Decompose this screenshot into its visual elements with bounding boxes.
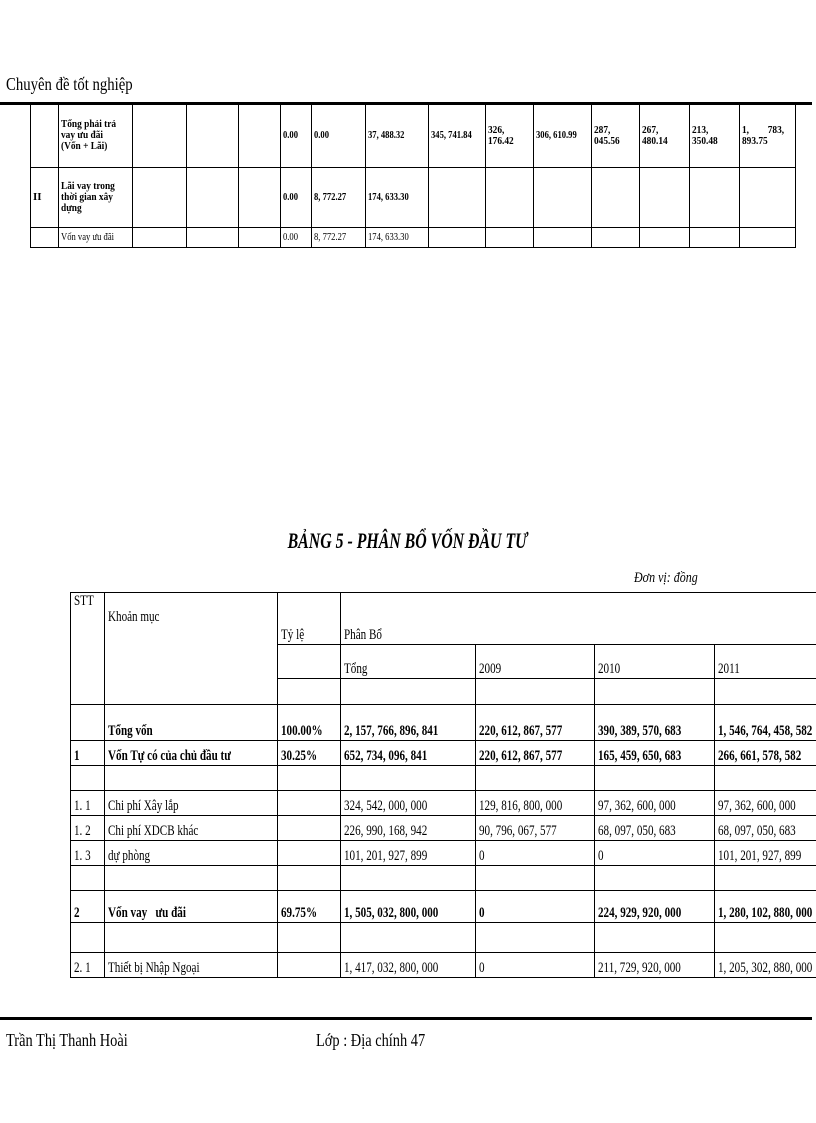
cell-value: 0.00 — [281, 228, 312, 248]
cell-value: 0.00 — [281, 104, 312, 168]
cell-value: 174, 633.30 — [366, 228, 429, 248]
table-row — [71, 816, 816, 841]
cell-empty — [341, 923, 476, 953]
cell-2011: 97, 362, 600, 000 — [714, 791, 816, 816]
footer-author: Trần Thị Thanh Hoài — [6, 1030, 128, 1050]
cell-stt: II — [31, 168, 59, 228]
cell-2011: 101, 201, 927, 899 — [714, 841, 816, 866]
header-2010: 2010 — [595, 645, 715, 679]
header-2009: 2009 — [475, 645, 595, 679]
cell-ratio: 69.75% — [277, 891, 340, 923]
cell-item: Chi phí XDCB khác — [104, 816, 277, 841]
cell-value: 1, 783, 893.75 — [739, 104, 795, 168]
cell-empty — [689, 228, 739, 248]
cell-value: 306, 610.99 — [534, 104, 591, 168]
cell-total: 101, 201, 927, 899 — [341, 841, 476, 866]
cell-total: 2, 157, 766, 896, 841 — [341, 705, 476, 741]
cell-empty — [277, 645, 340, 679]
cell-empty — [133, 104, 187, 168]
cell-empty — [534, 168, 591, 228]
cell-value: 8, 772.27 — [312, 228, 366, 248]
unit-label: Đơn vị: đồng — [634, 570, 698, 586]
cell-empty — [71, 923, 105, 953]
table-row — [31, 168, 796, 228]
cell-item: dự phòng — [104, 841, 277, 866]
cell-value: 326, 176.42 — [486, 104, 534, 168]
cell-value: 213, 350.48 — [689, 104, 739, 168]
cell-empty — [475, 866, 595, 891]
loan-repayment-table — [30, 103, 796, 248]
cell-total: 324, 542, 000, 000 — [341, 791, 476, 816]
cell-empty — [341, 766, 476, 791]
table-row — [71, 953, 816, 978]
cell-stt: 2. 1 — [71, 953, 105, 978]
cell-empty — [71, 766, 105, 791]
cell-stt: 1. 2 — [71, 816, 105, 841]
cell-2010: 97, 362, 600, 000 — [595, 791, 715, 816]
cell-empty — [341, 679, 476, 705]
cell-empty — [475, 679, 595, 705]
cell-2011: 1, 280, 102, 880, 000 — [714, 891, 816, 923]
cell-item: Vốn Tự có của chủ đầu tư — [104, 741, 277, 766]
cell-2009: 220, 612, 867, 577 — [475, 705, 595, 741]
cell-empty — [239, 104, 281, 168]
table-row — [71, 705, 816, 741]
header-allocation: Phân Bổ — [341, 593, 816, 645]
spacer-row — [71, 923, 816, 953]
cell-empty — [591, 168, 639, 228]
cell-empty — [591, 228, 639, 248]
cell-item: Thiết bị Nhập Ngoại — [104, 953, 277, 978]
cell-empty — [133, 168, 187, 228]
cell-value: 174, 633.30 — [366, 168, 429, 228]
cell-empty — [71, 866, 105, 891]
cell-empty — [639, 168, 689, 228]
cell-empty — [689, 168, 739, 228]
cell-empty — [595, 923, 715, 953]
cell-label: Lãi vay trong thời gian xây dựng — [59, 168, 133, 228]
cell-empty — [187, 168, 239, 228]
cell-2011: 1, 546, 764, 458, 582 — [714, 705, 816, 741]
cell-empty — [277, 766, 340, 791]
cell-empty — [429, 228, 486, 248]
cell-empty — [595, 766, 715, 791]
table-row — [71, 741, 816, 766]
cell-empty — [277, 923, 340, 953]
cell-empty — [104, 923, 277, 953]
cell-2010: 0 — [595, 841, 715, 866]
cell-2011: 68, 097, 050, 683 — [714, 816, 816, 841]
table-5-title: BẢNG 5 - PHÂN BỔ VỐN ĐẦU TƯ — [288, 528, 528, 553]
cell-value: 267, 480.14 — [639, 104, 689, 168]
cell-empty — [714, 923, 816, 953]
cell-2010: 211, 729, 920, 000 — [595, 953, 715, 978]
cell-empty — [486, 168, 534, 228]
cell-empty — [595, 866, 715, 891]
table-row — [71, 791, 816, 816]
cell-2011: 1, 205, 302, 880, 000 — [714, 953, 816, 978]
cell-ratio — [277, 953, 340, 978]
cell-2010: 165, 459, 650, 683 — [595, 741, 715, 766]
cell-stt — [31, 228, 59, 248]
cell-value: 0.00 — [281, 168, 312, 228]
table-row — [71, 891, 816, 923]
cell-empty — [277, 866, 340, 891]
cell-stt: 1. 3 — [71, 841, 105, 866]
cell-item: Chi phí Xây lắp — [104, 791, 277, 816]
cell-total: 652, 734, 096, 841 — [341, 741, 476, 766]
page-header-title: Chuyên đề tốt nghiệp — [6, 74, 133, 94]
cell-empty — [595, 679, 715, 705]
table-row — [71, 841, 816, 866]
cell-2010: 224, 929, 920, 000 — [595, 891, 715, 923]
header-stt: STT — [71, 593, 105, 705]
header-ratio: Tỷ lệ — [277, 593, 340, 645]
cell-total: 1, 417, 032, 800, 000 — [341, 953, 476, 978]
table-row — [31, 228, 796, 248]
cell-2009: 129, 816, 800, 000 — [475, 791, 595, 816]
cell-value: 287, 045.56 — [591, 104, 639, 168]
cell-empty — [104, 766, 277, 791]
spacer-row — [71, 866, 816, 891]
header-2011: 2011 — [714, 645, 816, 679]
cell-2009: 220, 612, 867, 577 — [475, 741, 595, 766]
cell-stt: 1. 1 — [71, 791, 105, 816]
cell-stt: 2 — [71, 891, 105, 923]
cell-value: 8, 772.27 — [312, 168, 366, 228]
cell-empty — [187, 104, 239, 168]
spacer-row — [71, 766, 816, 791]
cell-empty — [639, 228, 689, 248]
header-item: Khoản mục — [104, 593, 277, 705]
cell-stt — [31, 104, 59, 168]
cell-label: Tổng phải trả vay ưu đãi (Vốn + Lãi) — [59, 104, 133, 168]
table-row — [31, 104, 796, 168]
cell-stt — [71, 705, 105, 741]
cell-empty — [739, 168, 795, 228]
cell-2009: 0 — [475, 953, 595, 978]
cell-empty — [341, 866, 476, 891]
cell-ratio: 100.00% — [277, 705, 340, 741]
cell-empty — [486, 228, 534, 248]
cell-empty — [133, 228, 187, 248]
cell-value: 345, 741.84 — [429, 104, 486, 168]
cell-empty — [739, 228, 795, 248]
cell-stt: 1 — [71, 741, 105, 766]
cell-2009: 90, 796, 067, 577 — [475, 816, 595, 841]
cell-label: Vốn vay ưu đãi — [59, 228, 133, 248]
cell-empty — [429, 168, 486, 228]
cell-value: 37, 488.32 — [366, 104, 429, 168]
cell-2009: 0 — [475, 891, 595, 923]
cell-total: 226, 990, 168, 942 — [341, 816, 476, 841]
cell-empty — [475, 923, 595, 953]
cell-empty — [239, 228, 281, 248]
header-row — [71, 593, 816, 645]
cell-2010: 390, 389, 570, 683 — [595, 705, 715, 741]
cell-total: 1, 505, 032, 800, 000 — [341, 891, 476, 923]
cell-empty — [277, 679, 340, 705]
footer-class: Lớp : Địa chính 47 — [316, 1030, 426, 1050]
cell-2009: 0 — [475, 841, 595, 866]
cell-empty — [187, 228, 239, 248]
cell-ratio — [277, 791, 340, 816]
cell-ratio — [277, 816, 340, 841]
cell-empty — [104, 866, 277, 891]
cell-empty — [475, 766, 595, 791]
cell-empty — [714, 766, 816, 791]
cell-empty — [239, 168, 281, 228]
cell-empty — [534, 228, 591, 248]
investment-allocation-table — [70, 592, 816, 978]
cell-item: Vốn vay ưu đãi — [104, 891, 277, 923]
cell-2010: 68, 097, 050, 683 — [595, 816, 715, 841]
cell-empty — [714, 866, 816, 891]
cell-item: Tổng vốn — [104, 705, 277, 741]
cell-value: 0.00 — [312, 104, 366, 168]
cell-ratio: 30.25% — [277, 741, 340, 766]
header-total: Tổng — [341, 645, 476, 679]
cell-2011: 266, 661, 578, 582 — [714, 741, 816, 766]
footer-rule — [0, 1017, 812, 1020]
cell-empty — [714, 679, 816, 705]
cell-ratio — [277, 841, 340, 866]
